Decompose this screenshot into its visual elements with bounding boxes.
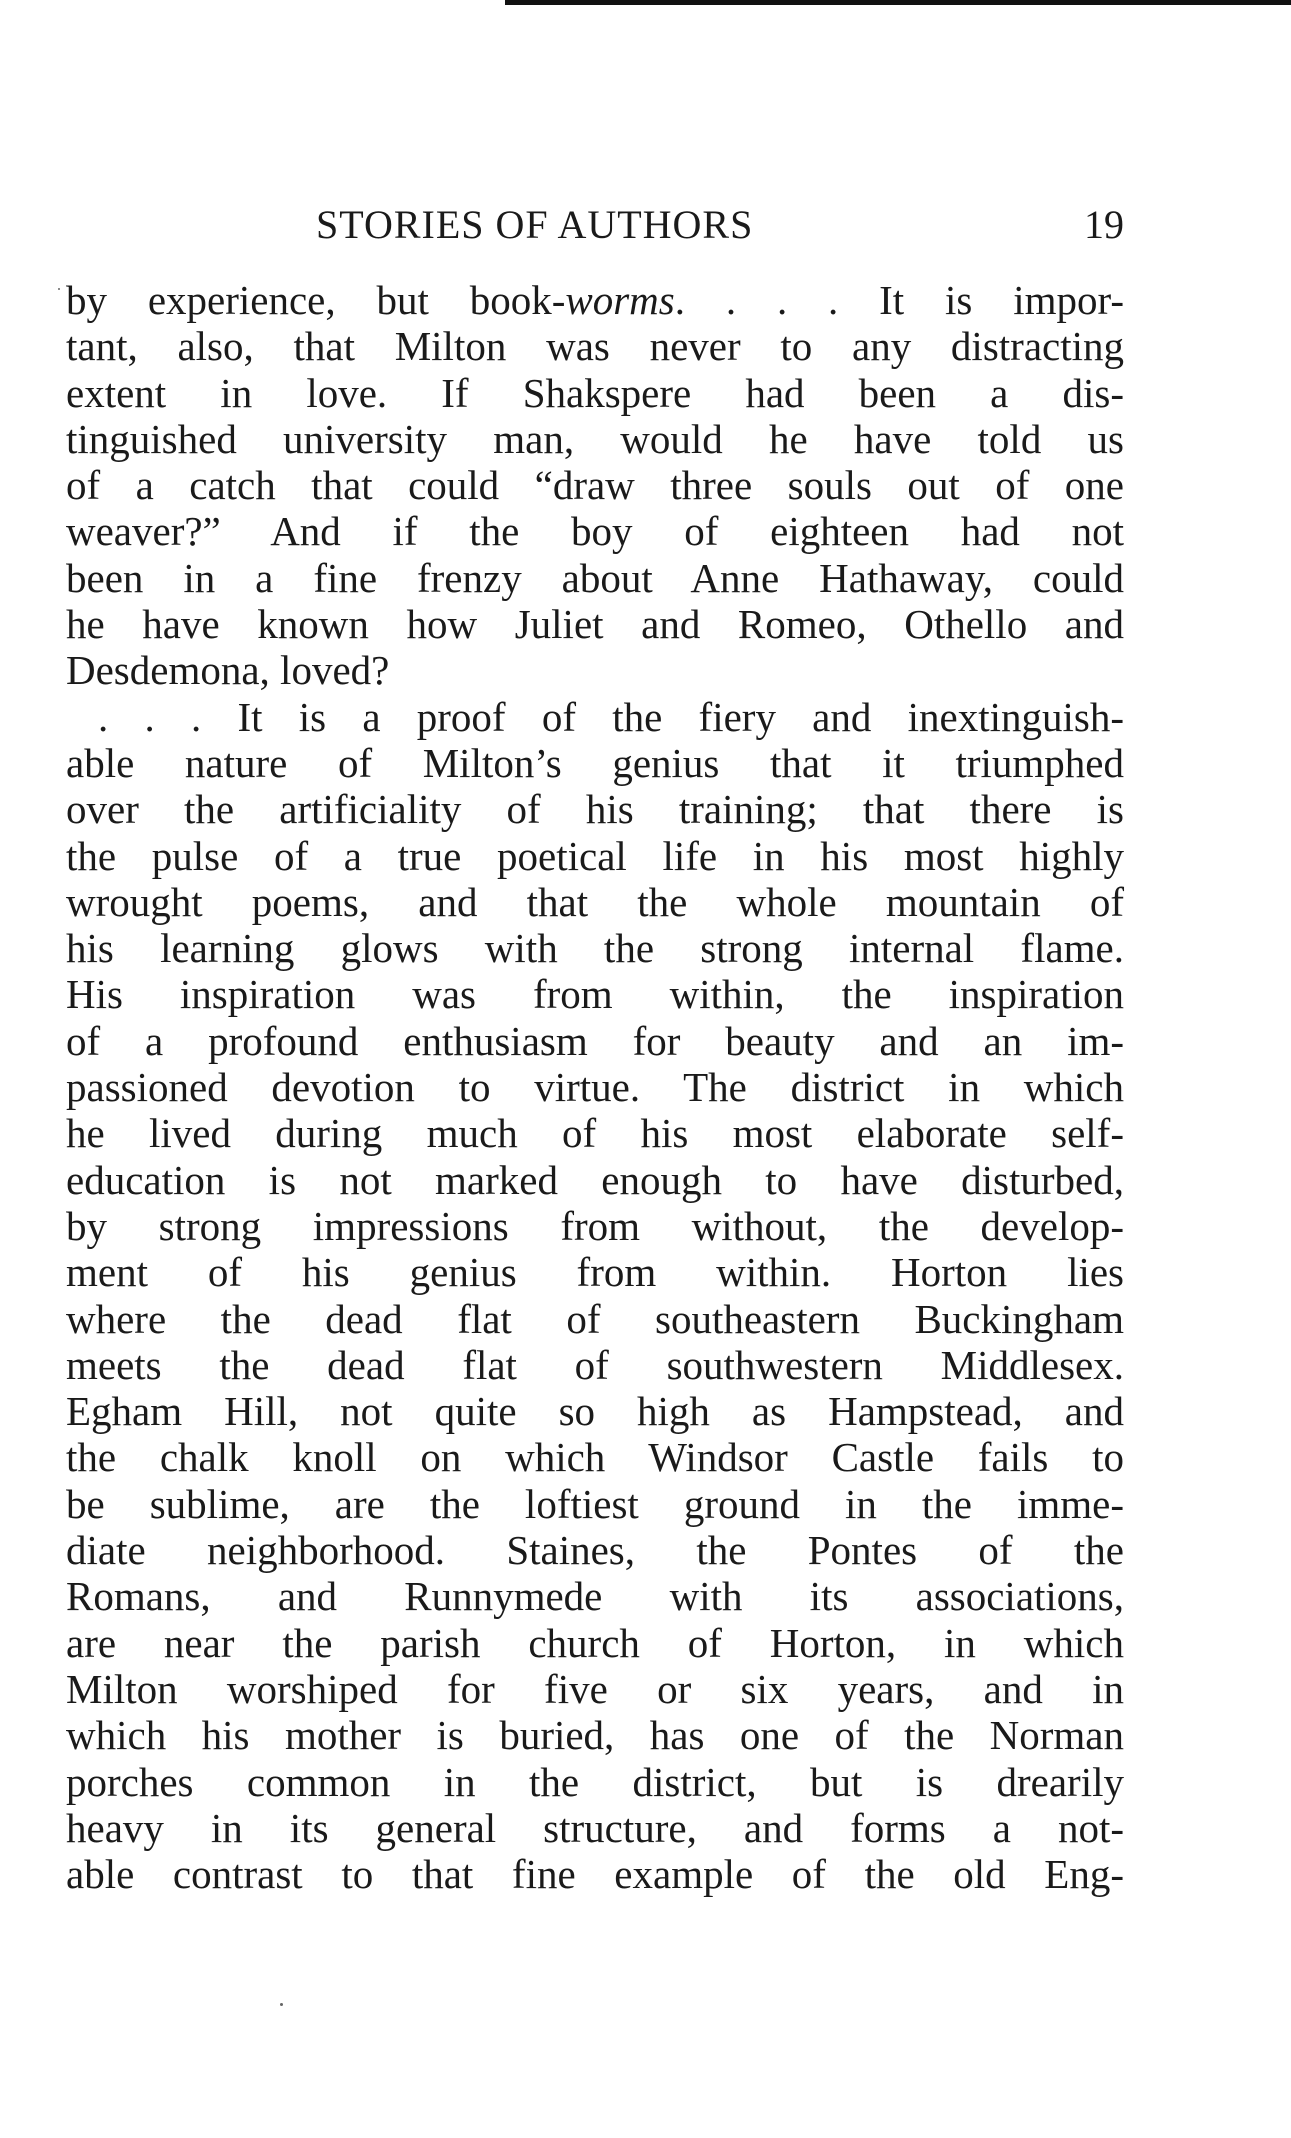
text-line: . . . It is a proof of the fiery and inextinguish- xyxy=(98,693,1124,740)
text-line: been in a fine frenzy about Anne Hathaway, could xyxy=(66,554,1124,601)
text-line: education is not marked enough to have disturbed, xyxy=(66,1156,1124,1203)
text-line: he have known how Juliet and Romeo, Othello and xyxy=(66,601,1124,648)
text-line: able nature of Milton’s genius that it triumphed xyxy=(66,739,1124,786)
text-line: be sublime, are the loftiest ground in the imme- xyxy=(66,1480,1124,1527)
text-line: of a catch that could “draw three souls out of one xyxy=(66,462,1124,509)
text-line: the pulse of a true poetical life in his most highly xyxy=(66,832,1124,879)
page-number: 19 xyxy=(1084,202,1124,247)
text-line: which his mother is buried, has one of the Norman xyxy=(66,1712,1124,1759)
text-line: by experience, but book-worms. . . . It is impor- xyxy=(66,277,1124,323)
text-line: diate neighborhood. Staines, the Pontes of the xyxy=(66,1527,1124,1574)
paper-speck xyxy=(280,2003,283,2006)
top-border-rule xyxy=(505,0,1291,5)
text-line: Egham Hill, not quite so high as Hampstead, and xyxy=(66,1388,1124,1435)
text-line: Milton worshiped for five or six years, and in xyxy=(66,1665,1124,1712)
text-line: over the artificiality of his training; that there is xyxy=(66,786,1124,833)
italic-word: worms xyxy=(565,277,675,323)
text-line: the chalk knoll on which Windsor Castle fails to xyxy=(66,1434,1124,1481)
text-line: of a profound enthusiasm for beauty and an im- xyxy=(66,1017,1124,1064)
text-line: passioned devotion to virtue. The district in which xyxy=(66,1064,1124,1111)
text-line: are near the parish church of Horton, in which xyxy=(66,1619,1124,1666)
text-line: wrought poems, and that the whole mountain of xyxy=(66,878,1124,925)
text-line: by strong impressions from without, the develop- xyxy=(66,1202,1124,1249)
text-line: His inspiration was from within, the inspiration xyxy=(66,971,1124,1018)
text-line: meets the dead flat of southwestern Middlesex. xyxy=(66,1341,1124,1388)
text-line: able contrast to that fine example of the old Eng- xyxy=(66,1851,1124,1898)
page-header xyxy=(66,195,1124,255)
text-line: porches common in the district, but is drearily xyxy=(66,1758,1124,1805)
text-line: extent in love. If Shakspere had been a dis- xyxy=(66,369,1124,416)
text-line: tinguished university man, would he have told us xyxy=(66,415,1124,462)
text-line: heavy in its general structure, and forms a not- xyxy=(66,1804,1124,1851)
text-line: where the dead flat of southeastern Buckingham xyxy=(66,1295,1124,1342)
paper-speck xyxy=(58,288,60,290)
text-line: Romans, and Runnymede with its associations, xyxy=(66,1573,1124,1620)
text-line: Desdemona, loved? xyxy=(66,647,390,694)
text-line: weaver?” And if the boy of eighteen had not xyxy=(66,508,1124,555)
text-line: ment of his genius from within. Horton lies xyxy=(66,1249,1124,1296)
text-line: his learning glows with the strong internal flame. xyxy=(66,925,1124,972)
running-title: STORIES OF AUTHORS xyxy=(316,202,754,247)
text-line: he lived during much of his most elaborate self- xyxy=(66,1110,1124,1157)
body-text xyxy=(66,277,1124,1897)
text-line: tant, also, that Milton was never to any distracting xyxy=(66,323,1124,370)
